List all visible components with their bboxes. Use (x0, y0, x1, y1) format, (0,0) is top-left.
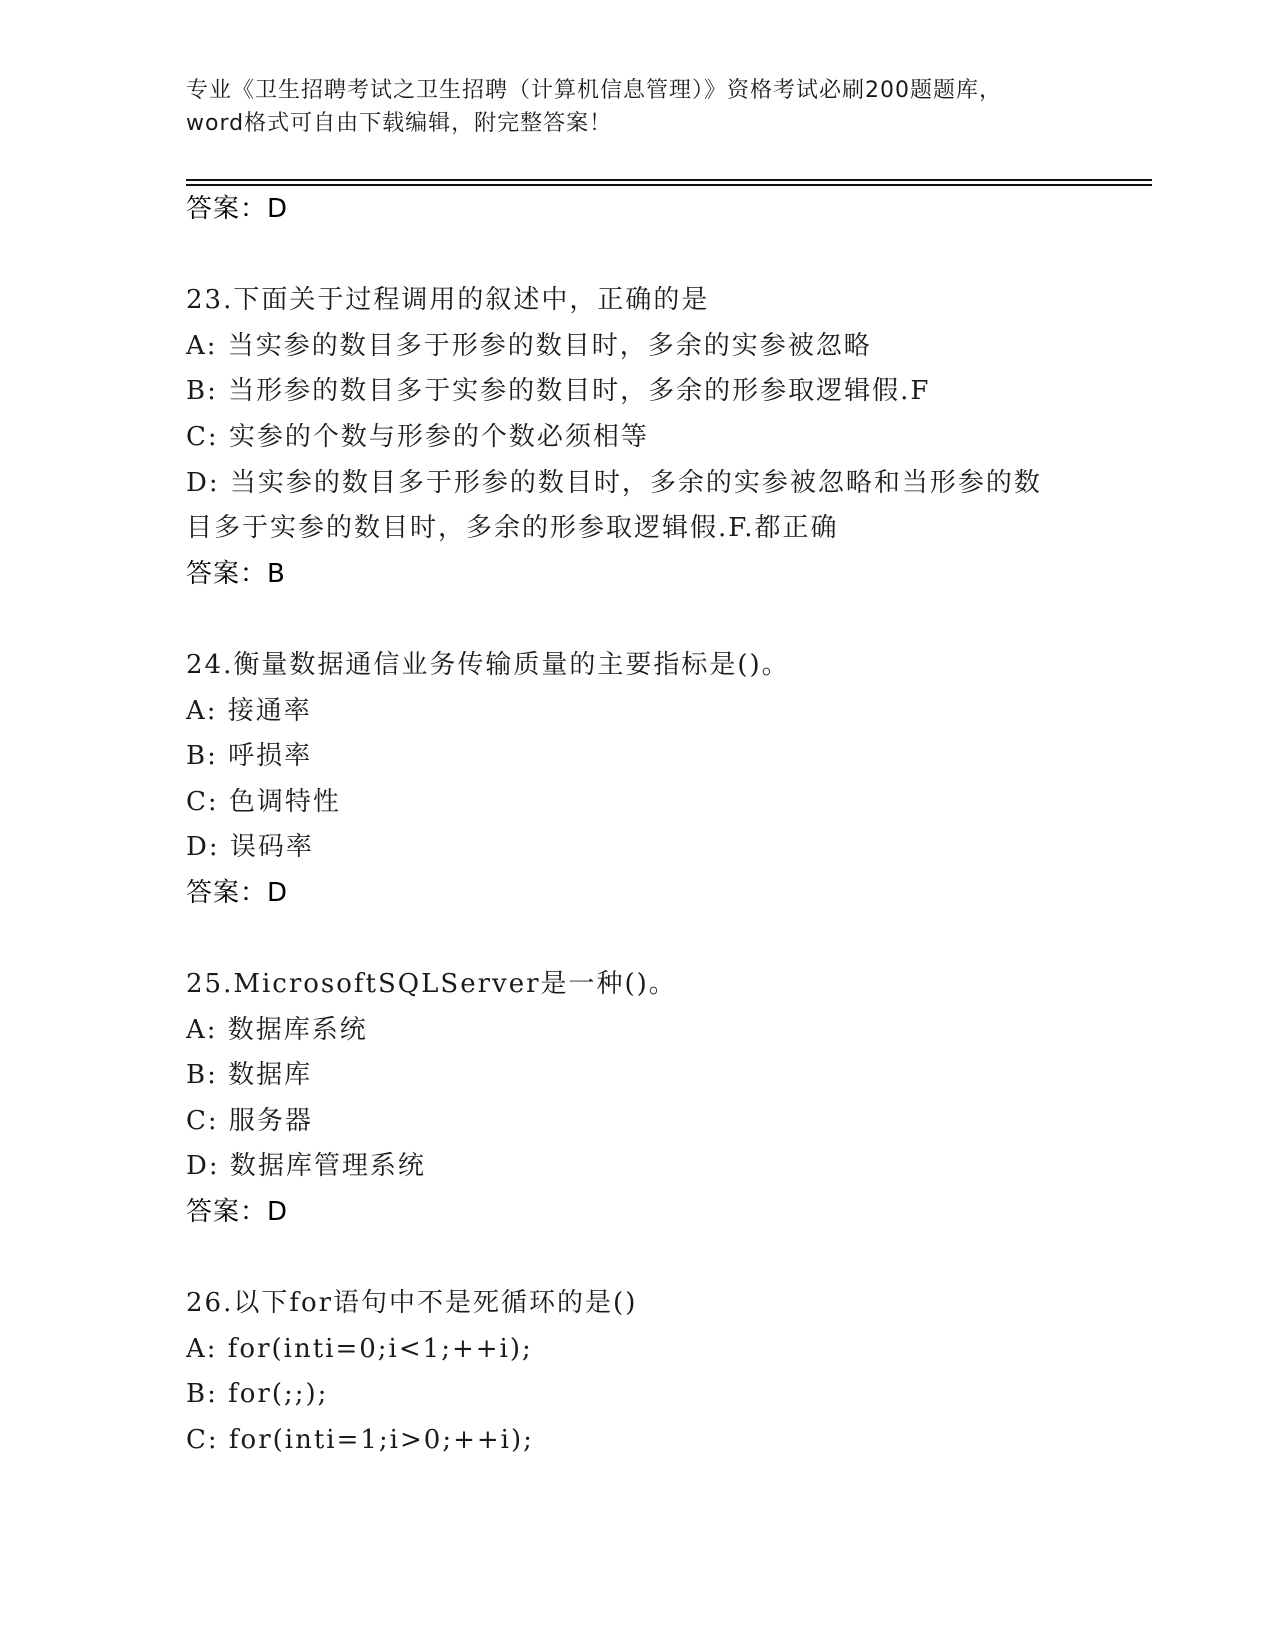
spacer (186, 917, 1152, 963)
spacer (186, 597, 1152, 643)
question-23 (186, 278, 1152, 597)
option-a: A: 当实参的数目多于形参的数目时，多余的实参被忽略 (186, 330, 872, 361)
option-b: B: for(;;); (186, 1379, 329, 1410)
document-header (186, 74, 1086, 140)
question-24 (186, 643, 1152, 917)
header-line-2: word格式可自由下载编辑，附完整答案！ (186, 111, 613, 136)
question-26 (186, 1281, 1152, 1463)
header-divider-top (186, 179, 1152, 181)
header-divider-bottom (186, 184, 1152, 186)
option-d: D: 当实参的数目多于形参的数目时，多余的实参被忽略和当形参的数 (186, 467, 1042, 498)
option-b: B: 呼损率 (186, 741, 313, 772)
question-text: 23.下面关于过程调用的叙述中，正确的是 (186, 285, 710, 316)
option-c: C: 实参的个数与形参的个数必须相等 (186, 421, 649, 452)
option-d: D: 数据库管理系统 (186, 1151, 426, 1182)
answer: 答案：D (186, 1197, 289, 1228)
option-a: A: 接通率 (186, 695, 312, 726)
answer-prev: 答案：D (186, 194, 289, 224)
option-c: C: 服务器 (186, 1105, 313, 1136)
option-c: C: for(inti=1;i>0;++i); (186, 1425, 534, 1456)
option-b: B: 当形参的数目多于实参的数目时，多余的形参取逻辑假.F (186, 376, 931, 407)
question-list (186, 187, 1152, 1464)
option-b: B: 数据库 (186, 1060, 313, 1091)
question-text: 24.衡量数据通信业务传输质量的主要指标是()。 (186, 649, 790, 680)
option-c: C: 色调特性 (186, 786, 341, 817)
answer: 答案：B (186, 558, 286, 589)
question-text: 25.MicrosoftSQLServer是一种()。 (186, 969, 677, 1000)
question-25 (186, 962, 1152, 1236)
option-d-continued: 目多于实参的数目时，多余的形参取逻辑假.F.都正确 (186, 513, 839, 544)
spacer (186, 1236, 1152, 1282)
option-a: A: for(inti=0;i<1;++i); (186, 1333, 533, 1364)
option-a: A: 数据库系统 (186, 1014, 368, 1045)
spacer (186, 233, 1152, 279)
question-text: 26.以下for语句中不是死循环的是() (186, 1288, 638, 1319)
option-d: D: 误码率 (186, 832, 314, 863)
header-line-1: 专业《卫生招聘考试之卫生招聘（计算机信息管理）》资格考试必刷200题题库， (186, 78, 1002, 103)
answer: 答案：D (186, 877, 289, 908)
